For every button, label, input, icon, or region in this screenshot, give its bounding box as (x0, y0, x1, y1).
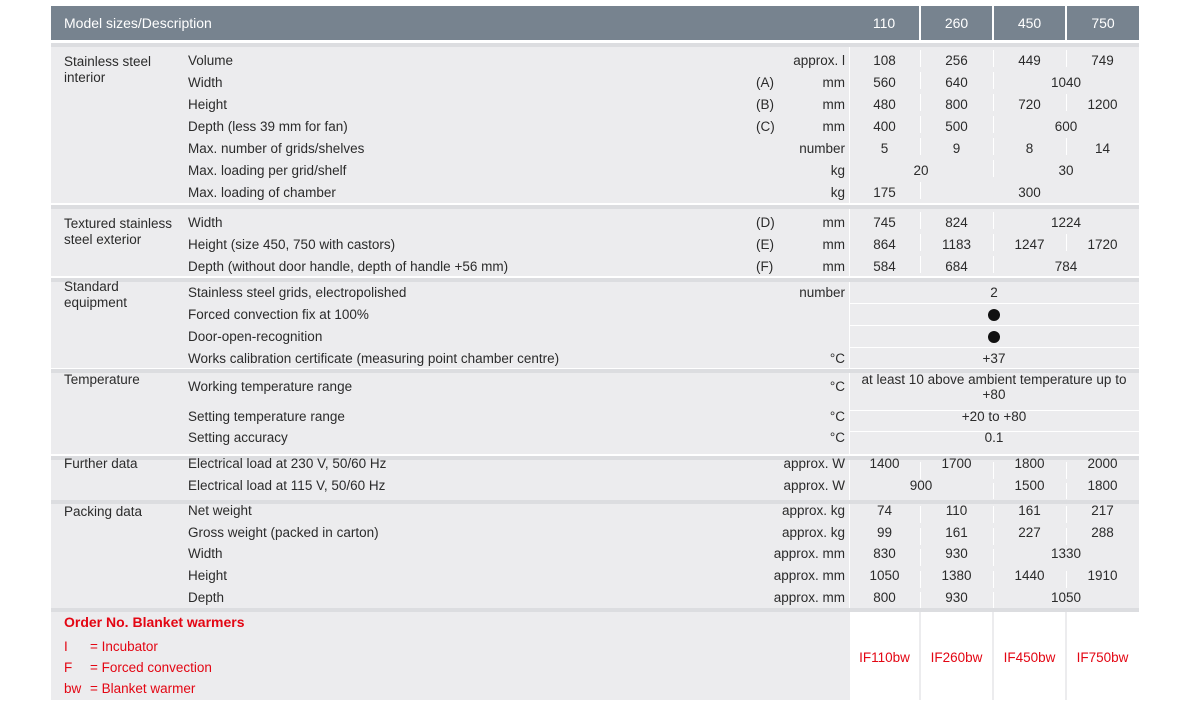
row-unit: approx. l (793, 53, 845, 68)
order-title: Order No. Blanket warmers (64, 614, 245, 630)
value-cell: 480 (873, 97, 896, 112)
value-cell: 1800 (1014, 456, 1045, 471)
legend-item (64, 681, 195, 696)
header-size-450: 450 (994, 6, 1065, 40)
value-cell: 30 (1058, 163, 1074, 178)
value-cell: 217 (1091, 503, 1114, 518)
row-label-depth: Depth (without door handle, depth of handle +56 mm) (188, 259, 509, 274)
value-cell: 900 (909, 478, 933, 493)
included-dot (849, 329, 1139, 344)
row-label-width: Width (188, 546, 223, 561)
value-cell: 256 (945, 53, 968, 68)
value-cell: 830 (873, 546, 896, 561)
included-dot (849, 307, 1139, 322)
value-cell: 1700 (941, 456, 972, 471)
row-label-gross-weight: Gross weight (packed in carton) (188, 525, 379, 540)
section-title-exterior: Textured stainless steel exterior (64, 216, 173, 247)
value-cell: 288 (1091, 525, 1114, 540)
row-label-depth: Depth (less 39 mm for fan) (188, 119, 348, 134)
value-cell: 1720 (1087, 237, 1118, 252)
value-cell: 824 (945, 215, 968, 230)
value-cell: 1800 (1087, 478, 1118, 493)
value-cell: 8 (1025, 141, 1034, 156)
row-unit: number (799, 285, 845, 300)
value-cell: 1380 (941, 568, 972, 583)
row-label-width: Width (188, 75, 223, 90)
value-cell: 14 (1094, 141, 1111, 156)
row-unit: mm (822, 237, 845, 252)
row-label-calibration: Works calibration certificate (measuring point chamber centre) (188, 351, 560, 366)
value-cell: 20 (913, 163, 929, 178)
row-label-loading-shelf: Max. loading per grid/shelf (188, 163, 347, 178)
row-unit: kg (830, 163, 845, 178)
row-label-height: Height (188, 97, 228, 112)
legend-item (64, 639, 158, 654)
row-unit: °C (829, 430, 845, 445)
row-label-forced-convection: Forced convection fix at 100% (188, 307, 369, 322)
row-code: (A) (756, 75, 774, 90)
value-cell: 227 (1018, 525, 1041, 540)
value-cell: 1330 (1050, 546, 1082, 561)
section-title-temperature: Temperature (64, 372, 140, 387)
value-cell: 9 (952, 141, 961, 156)
value-cell: 930 (945, 590, 968, 605)
header-description: Model sizes/Description (51, 6, 849, 40)
row-unit: approx. W (783, 478, 845, 493)
value-cell: 99 (876, 525, 893, 540)
value-cell: 640 (945, 75, 968, 90)
row-unit: approx. mm (773, 590, 845, 605)
row-label-setting-range: Setting temperature range (188, 409, 345, 424)
value-cell: 5 (880, 141, 889, 156)
section-title-equipment: Standard equipment (64, 279, 128, 310)
value-cell: 560 (873, 75, 896, 90)
row-label-door-open: Door-open-recognition (188, 329, 323, 344)
value-cell: 2000 (1087, 456, 1118, 471)
legend-key: I (64, 639, 68, 654)
value-cell: 784 (1054, 259, 1078, 274)
value-cell: 930 (945, 546, 968, 561)
value-cell: 1500 (1014, 478, 1045, 493)
row-code: (B) (756, 97, 774, 112)
legend-key: bw (64, 681, 82, 696)
row-label-electrical-230: Electrical load at 230 V, 50/60 Hz (188, 456, 387, 471)
value-cell: 2 (990, 285, 998, 300)
value-cell: 1050 (1050, 590, 1082, 605)
value-cell: 800 (873, 590, 896, 605)
row-label-working-range: Working temperature range (188, 379, 353, 394)
value-cell: 1247 (1014, 237, 1045, 252)
value-cell: 1224 (1050, 215, 1082, 230)
value-cell: 108 (873, 53, 896, 68)
value-cell: 720 (1018, 97, 1041, 112)
value-cell: 161 (1018, 503, 1041, 518)
value-cell: 800 (945, 97, 968, 112)
filled-circle-icon (988, 331, 1000, 343)
legend-item (64, 660, 212, 675)
row-label-grids: Max. number of grids/shelves (188, 141, 365, 156)
row-unit: mm (822, 119, 845, 134)
row-unit: approx. mm (773, 546, 845, 561)
row-code: (C) (756, 119, 775, 134)
row-label-volume: Volume (188, 53, 234, 68)
value-cell: 864 (873, 237, 896, 252)
value-cell: 684 (945, 259, 968, 274)
value-cell: +20 to +80 (961, 409, 1027, 424)
value-cell: 1040 (1050, 75, 1082, 90)
value-cell: +80 (982, 387, 1006, 402)
value-cell: +37 (982, 351, 1006, 366)
row-label-loading-chamber: Max. loading of chamber (188, 185, 336, 200)
order-number-450: IF450bw (1003, 650, 1056, 665)
row-code: (D) (756, 215, 775, 230)
value-cell: at least 10 above ambient temperature up to (861, 372, 1127, 387)
order-number-260: IF260bw (930, 650, 983, 665)
value-cell: 745 (873, 215, 896, 230)
value-cell: 1910 (1087, 568, 1118, 583)
filled-circle-icon (988, 309, 1000, 321)
value-cell: 449 (1018, 53, 1041, 68)
value-cell: 161 (945, 525, 968, 540)
legend-key: F (64, 660, 73, 675)
row-unit: approx. W (783, 456, 845, 471)
value-cell: 1400 (869, 456, 900, 471)
header-size-750: 750 (1067, 6, 1139, 40)
row-unit: °C (829, 351, 845, 366)
row-label-net-weight: Net weight (188, 503, 252, 518)
row-unit: mm (822, 215, 845, 230)
technical-data-table (51, 6, 1139, 700)
row-code: (E) (756, 237, 774, 252)
row-label-width: Width (188, 215, 223, 230)
header-size-110: 110 (849, 6, 919, 40)
row-label-depth: Depth (188, 590, 225, 605)
legend-text: = Incubator (90, 639, 158, 654)
row-unit: mm (822, 259, 845, 274)
row-unit: kg (830, 185, 845, 200)
order-number-750: IF750bw (1076, 650, 1129, 665)
value-cell: 300 (1018, 185, 1041, 200)
legend-text: = Blanket warmer (90, 681, 196, 696)
row-label-height: Height (size 450, 750 with castors) (188, 237, 396, 252)
legend-text: = Forced convection (90, 660, 212, 675)
row-unit: approx. kg (781, 503, 845, 518)
row-label-grids-electropolished: Stainless steel grids, electropolished (188, 285, 407, 300)
row-unit: mm (822, 97, 845, 112)
value-cell: 500 (945, 119, 968, 134)
value-cell: 1200 (1087, 97, 1118, 112)
section-title-further: Further data (64, 456, 138, 471)
value-cell: 400 (873, 119, 896, 134)
row-unit: approx. mm (773, 568, 845, 583)
value-cell: 175 (873, 185, 896, 200)
row-label-setting-accuracy: Setting accuracy (188, 430, 288, 445)
row-code: (F) (756, 259, 774, 274)
value-cell: 1440 (1014, 568, 1045, 583)
section-title-interior: Stainless steel interior (64, 54, 152, 85)
section-title-packing: Packing data (64, 504, 143, 519)
value-cell: 584 (873, 259, 896, 274)
row-unit: number (799, 141, 845, 156)
value-cell: 600 (1054, 119, 1078, 134)
value-cell: 0.1 (984, 430, 1004, 445)
row-label-height: Height (188, 568, 228, 583)
row-unit: °C (829, 409, 845, 424)
row-unit: approx. kg (781, 525, 845, 540)
row-unit: mm (822, 75, 845, 90)
row-label-electrical-115: Electrical load at 115 V, 50/60 Hz (188, 478, 386, 493)
order-number-110: IF110bw (859, 650, 910, 665)
value-cell: 749 (1091, 53, 1114, 68)
value-cell: 1050 (869, 568, 900, 583)
value-cell: 110 (945, 503, 968, 518)
row-unit: °C (829, 379, 845, 394)
header-size-260: 260 (921, 6, 992, 40)
value-cell: 74 (876, 503, 893, 518)
value-cell: 1183 (941, 237, 972, 252)
